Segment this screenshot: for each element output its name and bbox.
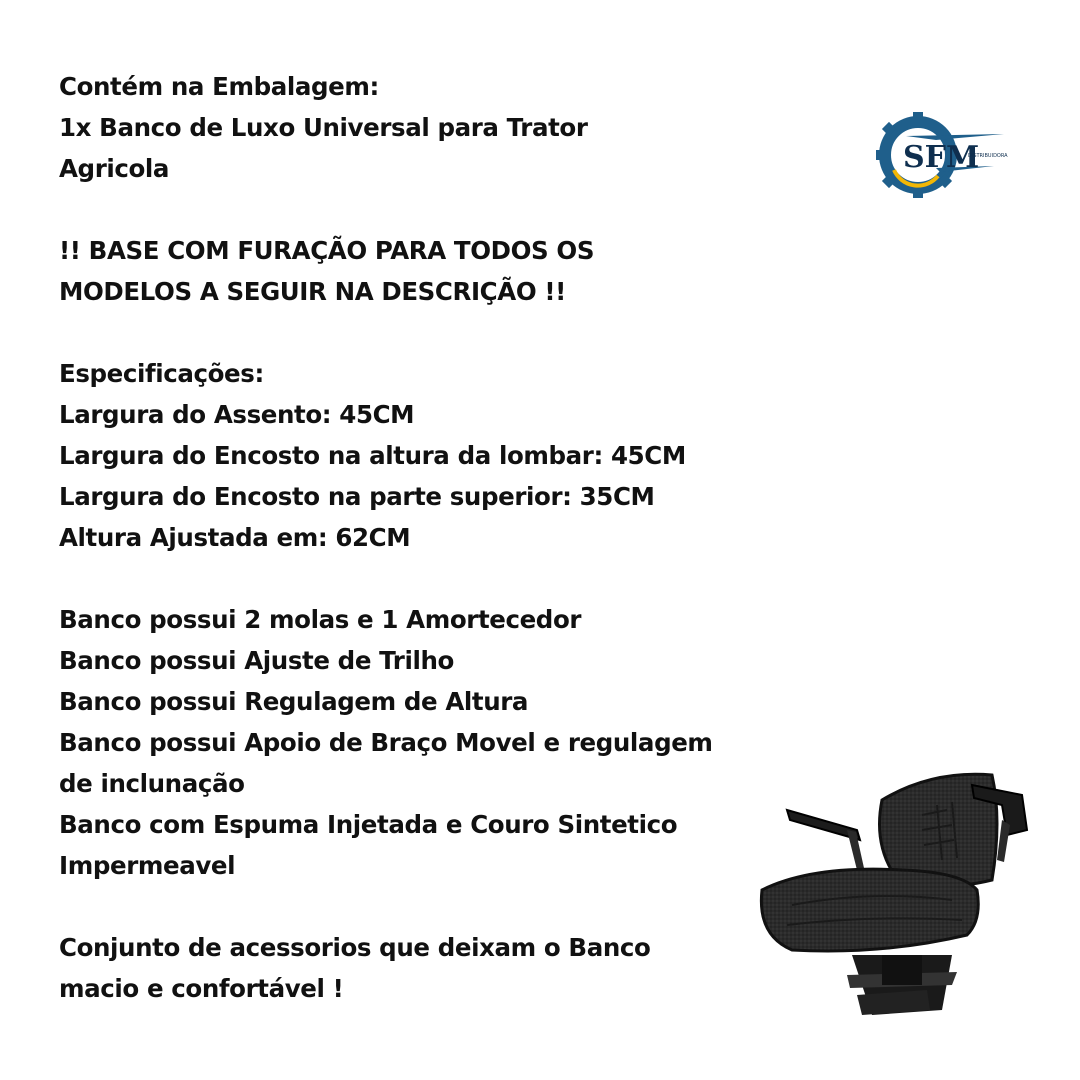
- left-armrest: [787, 810, 864, 870]
- feature-line: Banco possui Ajuste de Trilho: [59, 646, 454, 675]
- notice-line: !! BASE COM FURAÇÃO PARA TODOS OS: [59, 236, 595, 265]
- feature-line: Banco possui Apoio de Braço Movel e regulagem: [59, 728, 713, 757]
- spec-item: Altura Ajustada em: 62CM: [59, 523, 411, 552]
- spec-item: Largura do Encosto na altura da lombar: 45CM: [59, 441, 686, 470]
- feature-line: Banco possui 2 molas e 1 Amortecedor: [59, 605, 582, 634]
- package-heading: Contém na Embalagem:: [59, 72, 379, 101]
- closing-line: macio e confortável !: [59, 974, 344, 1003]
- notice-line: MODELOS A SEGUIR NA DESCRIÇÃO !!: [59, 277, 566, 306]
- spec-item: Largura do Assento: 45CM: [59, 400, 415, 429]
- logo-text: SFM: [903, 140, 980, 175]
- description-text: [59, 66, 739, 1009]
- tractor-seat-icon: [752, 760, 1032, 1025]
- spacer: [59, 189, 739, 230]
- specs-heading: Especificações:: [59, 359, 264, 388]
- feature-line: Banco possui Regulagem de Altura: [59, 687, 529, 716]
- closing-line: Conjunto de acessorios que deixam o Banco: [59, 933, 651, 962]
- spec-item: Largura do Encosto na parte superior: 35CM: [59, 482, 655, 511]
- feature-line: de inclunação: [59, 769, 245, 798]
- package-line: Agricola: [59, 154, 170, 183]
- spacer: [59, 558, 739, 599]
- package-line: 1x Banco de Luxo Universal para Trator: [59, 113, 588, 142]
- seat-base: [847, 955, 957, 1015]
- spacer: [59, 312, 739, 353]
- feature-line: Impermeavel: [59, 851, 236, 880]
- sfm-logo: [876, 112, 1026, 198]
- spacer: [59, 886, 739, 927]
- seat-cushion: [761, 869, 978, 951]
- logo-subtext: DISTRIBUIDORA: [968, 153, 1008, 159]
- feature-line: Banco com Espuma Injetada e Couro Sintetico: [59, 810, 678, 839]
